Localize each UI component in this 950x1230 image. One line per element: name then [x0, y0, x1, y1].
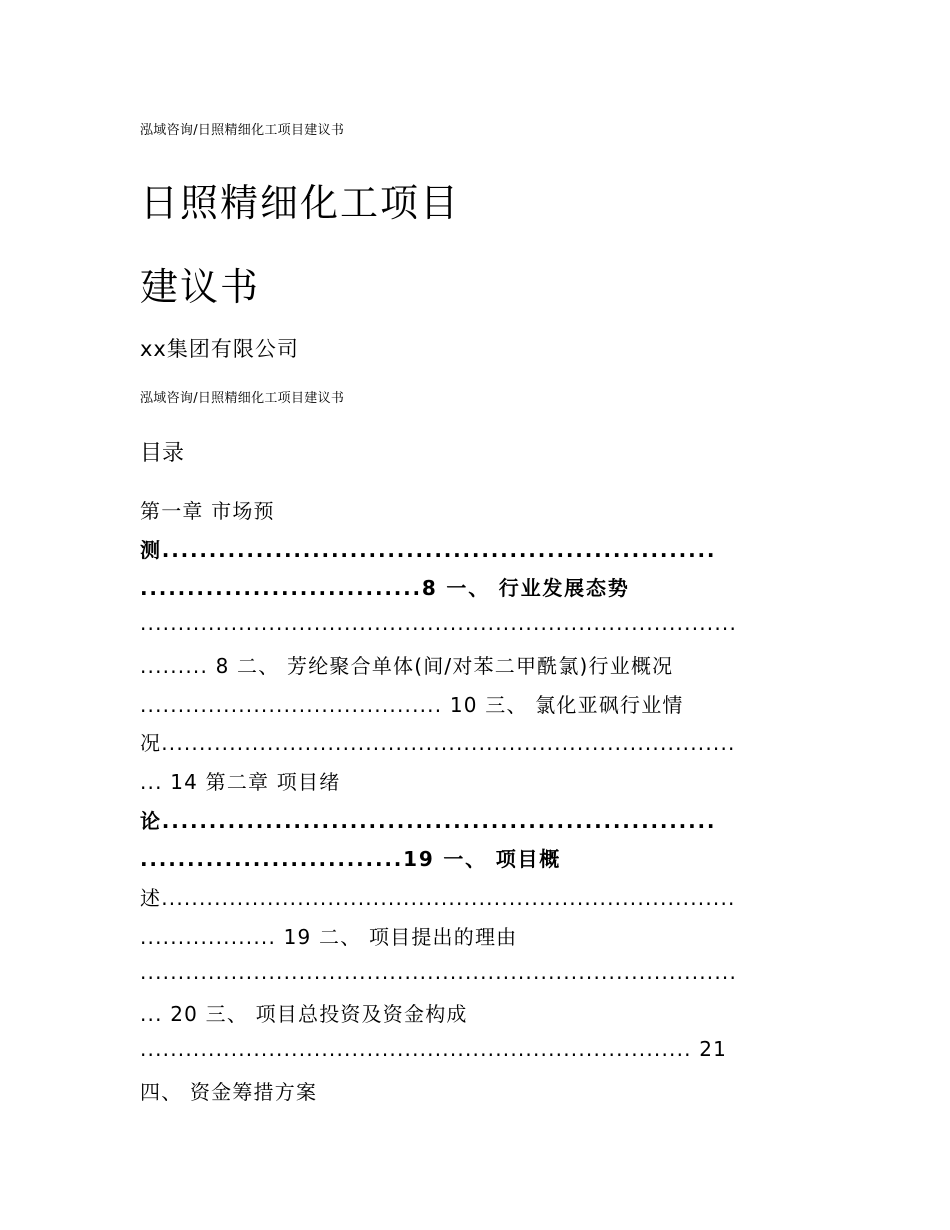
- toc-line: ............................19 一、 项目概: [140, 847, 562, 871]
- toc-line: 论...........................................................: [140, 809, 717, 833]
- toc-line: ........................................ 10 三、 氯化亚砜行业情: [140, 693, 684, 717]
- toc-line: 述............................................................................: [140, 886, 736, 910]
- toc-line: 四、 资金筹措方案: [140, 1080, 318, 1104]
- toc-line: ... 14 第二章 项目绪: [140, 770, 341, 794]
- toc-line: 测...........................................................: [140, 538, 717, 562]
- toc-line: ...............................................................................: [140, 960, 738, 984]
- toc-page-header: 泓域咨询/日照精细化工项目建议书: [140, 391, 345, 406]
- toc-line: ...............................................................................: [140, 611, 738, 635]
- toc-title: 目录: [140, 441, 185, 466]
- toc-line: 第一章 市场预: [140, 499, 275, 523]
- toc-line: .................. 19 二、 项目提出的理由: [140, 925, 518, 949]
- cover-title-line-1: 日照精细化工项目: [140, 181, 461, 225]
- toc-line: ... 20 三、 项目总投资及资金构成: [140, 1002, 468, 1026]
- toc-line: 况............................................................................: [140, 731, 736, 755]
- company-name: xx集团有限公司: [140, 337, 299, 361]
- page-header: 泓域咨询/日照精细化工项目建议书: [140, 123, 345, 138]
- cover-title-line-2: 建议书: [140, 265, 261, 309]
- toc-line: ......................................................................... 21: [140, 1037, 728, 1061]
- toc-line: ..............................8 一、 行业发展态势: [140, 576, 630, 600]
- toc-line: ......... 8 二、 芳纶聚合单体(间/对苯二甲酰氯)行业概况: [140, 654, 674, 678]
